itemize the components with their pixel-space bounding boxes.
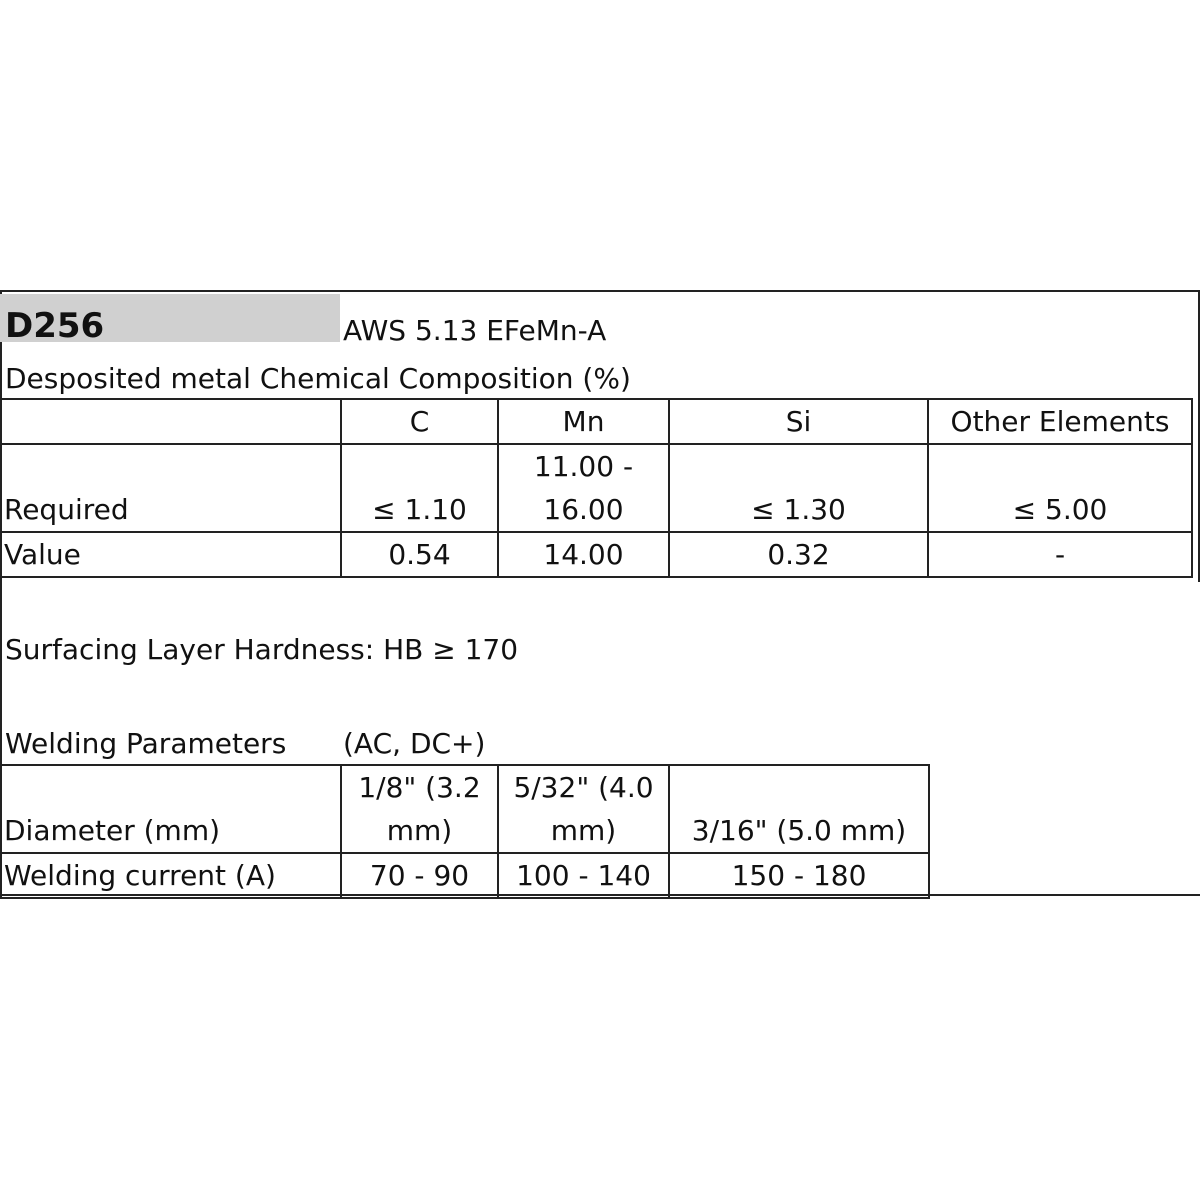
current-3: 150 - 180	[669, 853, 929, 898]
required-mn: 11.00 - 16.00	[498, 444, 669, 532]
datasheet	[0, 290, 1200, 896]
composition-title: Desposited metal Chemical Composition (%)	[5, 362, 631, 395]
value-mn: 14.00	[498, 532, 669, 577]
value-c: 0.54	[341, 532, 498, 577]
welding-title: Welding Parameters	[5, 727, 287, 760]
composition-header-blank	[0, 399, 341, 444]
current-1: 70 - 90	[341, 853, 498, 898]
col-header-si: Si	[669, 399, 928, 444]
value-other: -	[928, 532, 1192, 577]
product-code: D256	[5, 306, 105, 346]
value-label: Value	[0, 532, 341, 577]
welding-table	[0, 764, 930, 899]
composition-header-row	[0, 399, 1192, 444]
col-header-c: C	[341, 399, 498, 444]
col-header-other: Other Elements	[928, 399, 1192, 444]
composition-table	[0, 398, 1193, 578]
diameter-1: 1/8" (3.2 mm)	[341, 765, 498, 853]
product-code-cell	[0, 294, 340, 346]
diameter-row	[0, 765, 929, 853]
value-row	[0, 532, 1192, 577]
current-2: 100 - 140	[498, 853, 669, 898]
diameter-label: Diameter (mm)	[0, 765, 341, 853]
required-row	[0, 444, 1192, 532]
col-header-mn: Mn	[498, 399, 669, 444]
diameter-2: 5/32" (4.0 mm)	[498, 765, 669, 853]
current-label: Welding current (A)	[0, 853, 341, 898]
required-other: ≤ 5.00	[928, 444, 1192, 532]
aws-standard: AWS 5.13 EFeMn-A	[343, 314, 607, 347]
welding-current-type: (AC, DC+)	[343, 727, 486, 760]
current-row	[0, 853, 929, 898]
value-si: 0.32	[669, 532, 928, 577]
required-label: Required	[0, 444, 341, 532]
required-c: ≤ 1.10	[341, 444, 498, 532]
required-si: ≤ 1.30	[669, 444, 928, 532]
hardness-text: Surfacing Layer Hardness: HB ≥ 170	[5, 633, 519, 666]
diameter-3: 3/16" (5.0 mm)	[669, 765, 929, 853]
